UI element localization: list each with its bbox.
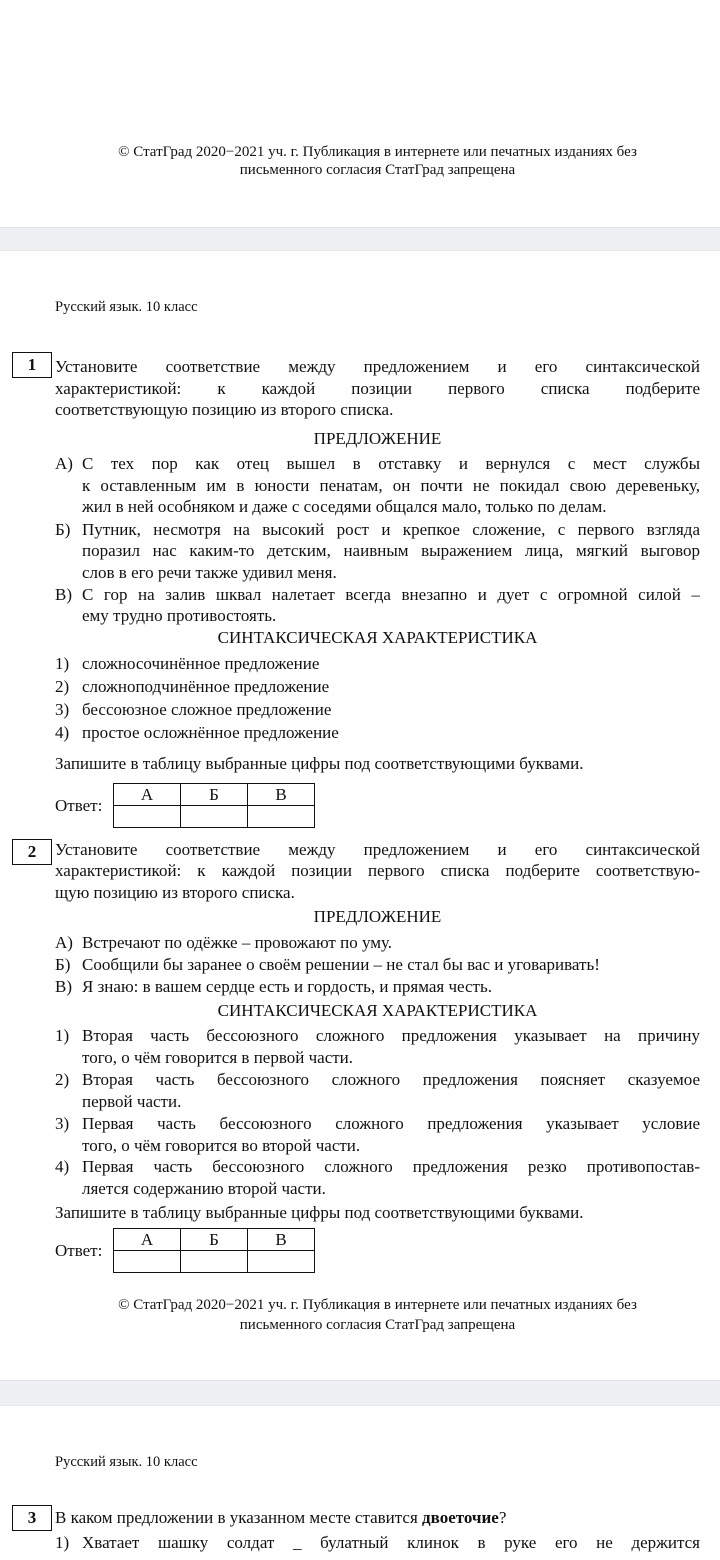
- option-text: Вторая часть бессоюзного сложного предложения поясняет сказуемое: [82, 1070, 700, 1089]
- page-header: Русский язык. 10 класс: [55, 1454, 198, 1470]
- page-separator: [0, 227, 720, 251]
- answer-table: [113, 783, 315, 828]
- page-header: Русский язык. 10 класс: [55, 299, 198, 315]
- copyright-footer-line: письменного согласия СтатГрад запрещена: [239, 162, 516, 178]
- option-text: того, о чём говорится в первой части.: [82, 1048, 354, 1067]
- question-keyword: двоеточие: [422, 1508, 499, 1527]
- answer-header-b: Б: [181, 1229, 248, 1251]
- answer-cell-a[interactable]: [114, 806, 181, 828]
- option-text: первой части.: [82, 1092, 182, 1111]
- option-number: 3): [55, 1114, 70, 1133]
- copyright-footer-line: письменного согласия СтатГрад запрещена: [239, 1317, 516, 1333]
- sentence-text: Я знаю: в вашем сердце есть и гордость, и прямая честь.: [82, 977, 492, 996]
- option-text: того, о чём говорится во второй части.: [82, 1136, 361, 1155]
- sentence-letter: А): [55, 933, 73, 952]
- option-text: ляется содержанию второй части.: [82, 1179, 326, 1198]
- option-text: Первая часть бессоюзного сложного предложения резко противопостав-: [82, 1157, 700, 1176]
- option-number: 1): [55, 654, 70, 673]
- page-separator: [0, 1380, 720, 1406]
- option-number: 4): [55, 723, 70, 742]
- option-number: 1): [55, 1026, 70, 1045]
- answer-header-v: В: [248, 784, 315, 806]
- question-text: Установите соответствие между предложением и его синтаксической: [55, 357, 700, 376]
- option-number: 3): [55, 700, 70, 719]
- option-text: сложносочинённое предложение: [82, 654, 320, 673]
- question-text: характеристикой: к каждой позиции первого списка подберите: [55, 379, 700, 398]
- copyright-footer-line: © СтатГрад 2020−2021 уч. г. Публикация в интернете или печатных изданиях без: [118, 1297, 637, 1313]
- sentence-letter: Б): [55, 955, 71, 974]
- question-text: [55, 1507, 700, 1529]
- sentence-text: жил в ней особняком и даже с соседями общался мало, только по делам.: [82, 497, 607, 516]
- copyright-footer-line: © СтатГрад 2020−2021 уч. г. Публикация в интернете или печатных изданиях без: [118, 144, 637, 160]
- option-text: бессоюзное сложное предложение: [82, 700, 332, 719]
- section-heading: ПРЕДЛОЖЕНИЕ: [313, 429, 442, 448]
- sentence-text: к оставленным им в юности пенатам, он почти не покидал свою деревеньку,: [82, 476, 700, 495]
- answer-cell-v[interactable]: [248, 806, 315, 828]
- sentence-letter: В): [55, 585, 72, 604]
- question-text: Установите соответствие между предложением и его синтаксической: [55, 840, 700, 859]
- section-heading: СИНТАКСИЧЕСКАЯ ХАРАКТЕРИСТИКА: [217, 1001, 538, 1020]
- sentence-text: С гор на залив шквал налетает всегда внезапно и дует с огромной силой –: [82, 585, 700, 604]
- option-number: 2): [55, 677, 70, 696]
- option-number: 2): [55, 1070, 70, 1089]
- question-text-start: В каком предложении в указанном месте ставится: [55, 1508, 423, 1527]
- question-number-box: 3: [12, 1505, 52, 1531]
- option-text: Первая часть бессоюзного сложного предложения указывает условие: [82, 1114, 700, 1133]
- sentence-text: С тех пор как отец вышел в отставку и вернулся с мест службы: [82, 454, 700, 473]
- answer-cell-v[interactable]: [248, 1251, 315, 1273]
- section-heading: ПРЕДЛОЖЕНИЕ: [313, 907, 442, 926]
- question-text-end: ?: [498, 1508, 507, 1527]
- question-text: характеристикой: к каждой позиции первого списка подберите соответствую-: [55, 861, 700, 880]
- answer-header-b: Б: [181, 784, 248, 806]
- sentence-text: ему трудно противостоять.: [82, 606, 277, 625]
- answer-label: Ответ:: [55, 1241, 103, 1260]
- sentence-text: Сообщили бы заранее о своём решении – не стал бы вас и уговаривать!: [82, 955, 600, 974]
- answer-header-a: А: [114, 1229, 181, 1251]
- answer-table: [113, 1228, 315, 1273]
- option-text: простое осложнённое предложение: [82, 723, 339, 742]
- sentence-text: Путник, несмотря на высокий рост и крепкое сложение, с первого взгляда: [82, 520, 700, 539]
- sentence-text: поразил нас каким-то детским, наивным выражением лица, мягкий выговор: [82, 541, 700, 560]
- sentence-text: слов в его речи также удивил меня.: [82, 563, 337, 582]
- option-number: 4): [55, 1157, 70, 1176]
- option-text: Хватает шашку солдат _ булатный клинок в руке его не держится: [82, 1533, 700, 1552]
- question-number-box: 2: [12, 839, 52, 865]
- answer-label: Ответ:: [55, 796, 103, 815]
- question-text: соответствующую позицию из второго списка.: [55, 400, 394, 419]
- sentence-letter: А): [55, 454, 73, 473]
- answer-header-v: В: [248, 1229, 315, 1251]
- option-number: 1): [55, 1533, 70, 1552]
- answer-cell-b[interactable]: [181, 1251, 248, 1273]
- answer-cell-b[interactable]: [181, 806, 248, 828]
- answer-header-a: А: [114, 784, 181, 806]
- answer-cell-a[interactable]: [114, 1251, 181, 1273]
- question-text: щую позицию из второго списка.: [55, 883, 295, 902]
- sentence-letter: Б): [55, 520, 71, 539]
- option-text: Вторая часть бессоюзного сложного предложения указывает на причину: [82, 1026, 700, 1045]
- sentence-text: Встречают по одёжке – провожают по уму.: [82, 933, 393, 952]
- instruction-text: Запишите в таблицу выбранные цифры под соответствующими буквами.: [55, 1203, 584, 1222]
- sentence-letter: В): [55, 977, 72, 996]
- question-number-box: 1: [12, 352, 52, 378]
- instruction-text: Запишите в таблицу выбранные цифры под соответствующими буквами.: [55, 754, 584, 773]
- option-text: сложноподчинённое предложение: [82, 677, 330, 696]
- section-heading: СИНТАКСИЧЕСКАЯ ХАРАКТЕРИСТИКА: [217, 628, 538, 647]
